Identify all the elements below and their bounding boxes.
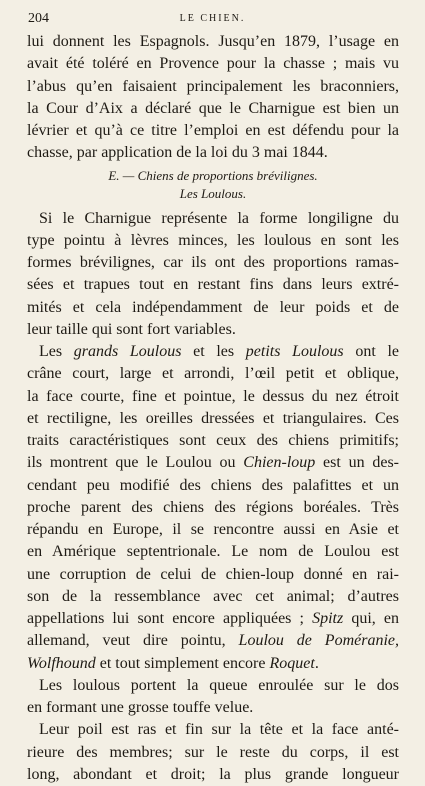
text-run: et tout simplement encore (95, 654, 270, 672)
text-run: ils montrent que le Loulou ou (27, 454, 244, 472)
text-line: mités et cela indépendamment de leur poids et de (27, 298, 399, 316)
text-line: lui donnent les Espagnols. Jusqu’en 1879, l’usage en (27, 33, 399, 50)
page-body (27, 31, 399, 786)
text-line: Leur poil est ras et fin sur la tête et la face anté- (39, 721, 399, 739)
text-line: et rectiligne, les oreilles dressées et triangulaires. Ces (27, 409, 399, 427)
text-run: Les (39, 343, 74, 360)
text-line: avait été toléré en Provence pour la chasse ; mais vu (27, 55, 399, 73)
text-line: la face courte, fine et pointue, le dessus du nez étroit (27, 387, 399, 405)
italic-term: grands Loulous (73, 343, 182, 360)
text-run: allemand, veut dire pointu, (27, 632, 239, 650)
text-run: appellations lui sont encore appliquées ; (27, 610, 313, 627)
italic-term: Spitz (312, 610, 344, 627)
text-line: l’abus qu’en faisaient principalement les braconniers, (27, 77, 399, 95)
text-line: lévrier et qu’à ce titre l’emploi en est défendu pour la (27, 122, 399, 139)
text-line: rieure des membres; sur le reste du corps, il est (27, 743, 399, 761)
text-line: crâne court, large et arrondi, l’œil petit et oblique, (27, 365, 399, 383)
text-line: cendant peu modifié des chiens des palafittes et un (27, 476, 399, 494)
section-heading: E. — Chiens de proportions brévilignes. (108, 167, 318, 183)
italic-term: Roquet (269, 654, 315, 672)
text-line: répandu en Europe, il se rencontre aussi en Asie et (27, 521, 399, 538)
text-line (27, 452, 399, 474)
text-line: Les loulous portent la queue enroulée sur le dos (39, 676, 399, 694)
text-line: formes brévilignes, car ils ont des proportions ramas- (27, 254, 399, 271)
text-line: en formant une grosse touffe velue. (27, 699, 254, 716)
text-line: une corruption de celui de chien-loup donné en rai- (27, 565, 399, 583)
text-run: est un des- (315, 454, 399, 472)
text-run: qui, en (343, 610, 399, 627)
text-line: leur taille qui sont fort variables. (27, 320, 236, 338)
running-title: LE CHIEN. (179, 13, 246, 24)
text-line (27, 341, 399, 363)
text-line: sées et trapues tout en restant fins dans leurs extré- (27, 276, 399, 294)
text-line: proche parent des chiens des régions boréales. Très (27, 498, 399, 516)
text-line: type pointu à lèvres minces, les loulous en sont les (27, 231, 399, 249)
text-line: son de la ressemblance avec cet animal; d’autres (27, 587, 399, 605)
text-run: et les (181, 343, 246, 360)
text-line: en Amérique septentrionale. Le nom de Loulou est (27, 543, 399, 561)
section-subheading: Les Loulous. (179, 185, 247, 201)
italic-term: petits Loulous (245, 343, 344, 360)
page-number: 204 (28, 11, 49, 26)
italic-term: Loulou de Poméranie, (238, 632, 399, 650)
text-run: . (314, 654, 319, 672)
text-line: traits caractéristiques sont ceux des chiens primitifs; (27, 432, 399, 449)
text-line (27, 630, 399, 652)
page-header (28, 11, 397, 29)
text-run: ont le (343, 343, 399, 360)
text-line: long, abondant et droit; la plus grande longueur (27, 765, 399, 783)
italic-term: Wolfhound (27, 654, 96, 672)
text-line: chasse, par application de la loi du 3 mai 1844. (27, 144, 328, 162)
text-line: la Cour d’Aix a déclaré que le Charnigue est bien un (27, 99, 399, 117)
italic-term: Chien-loup (243, 454, 316, 472)
text-line (27, 608, 399, 630)
text-line (27, 653, 399, 675)
text-line: Si le Charnigue représente la forme longiligne du (39, 209, 399, 227)
